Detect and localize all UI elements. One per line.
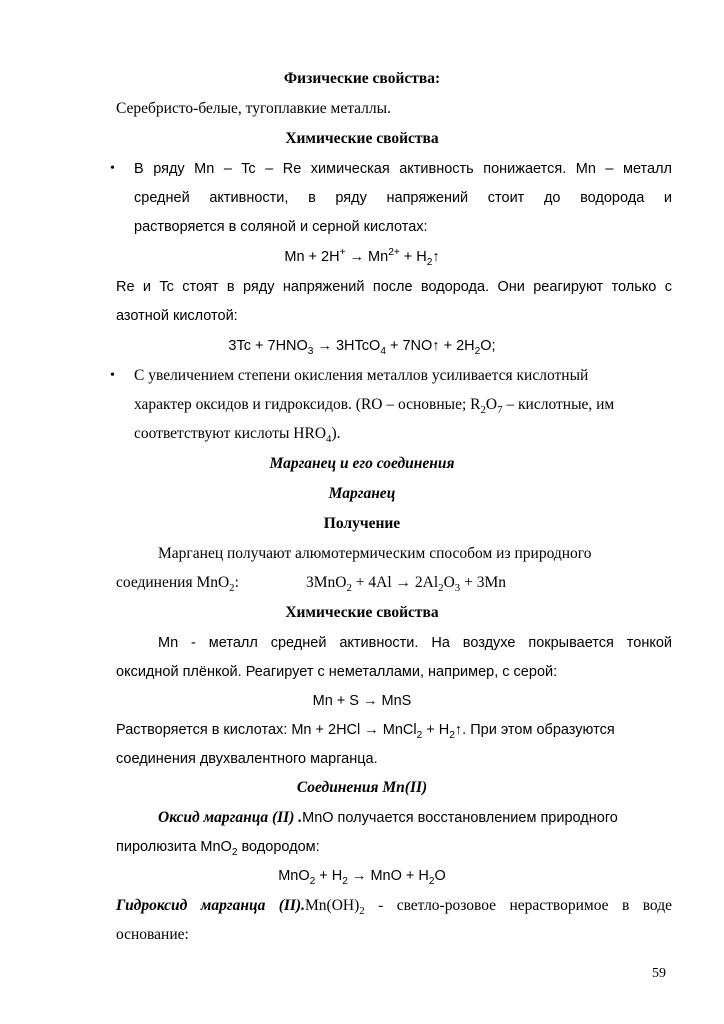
bullet1-line2: средней активности, в ряду напряжений стоит до водорода и xyxy=(134,190,672,206)
hydroxide-line1: Гидроксид марганца $(II).Mn(OH)_2$ - светло-розовое нерастворимое в воде xyxy=(116,897,672,918)
physical-properties-text: Серебристо-белые, тугоплавкие металлы. xyxy=(116,100,391,117)
equation-3: Mn + S → MnS xyxy=(312,693,412,709)
re-tc-line1: Re и Tc стоят в ряду напряжений после водорода. Они реагируют только с xyxy=(116,279,672,295)
oxide-line2: пиролюзита MnO$_2$ водородом: xyxy=(116,839,320,858)
re-tc-line2: азотной кислотой: xyxy=(116,308,238,324)
equation-1: $Mn + 2H^+ \to Mn^{2+}$ + $H_2↑$ xyxy=(284,247,440,268)
heading-chemical-properties-2: Химические свойства xyxy=(285,604,439,621)
equation-4: $MnO_2 + H_2$ → MnO + $H_2O$ xyxy=(278,868,446,887)
preparation-line1: Марганец получают алюмотермическим способом из природного xyxy=(158,545,592,562)
heading-manganese: Марганец xyxy=(328,485,396,502)
mn-properties-line1: Mn - металл средней активности. На воздухе покрывается тонкой xyxy=(158,635,672,651)
bullet2-line1: С увеличением степени окисления металлов усиливается кислотный xyxy=(134,367,589,384)
preparation-line2: соединения MnO$_2$: xyxy=(116,574,239,595)
oxide-line1: Оксид марганца (II) .MnO получается восстановлением природного xyxy=(158,809,618,826)
mn-properties-line2: оксидной плёнкой. Реагирует с неметаллами, например, с серой: xyxy=(116,664,558,680)
heading-mn2-compounds: Соединения Mn(II) xyxy=(296,779,428,796)
preparation-equation: $3MnO_2 + 4Al \to 2Al_2O_3 + 3Mn$ xyxy=(306,574,506,595)
bullet1-line3: растворяется в соляной и серной кислотах: xyxy=(134,219,428,235)
acids-line2: соединения двухвалентного марганца. xyxy=(116,751,378,767)
page-number: 59 xyxy=(652,966,666,981)
bullet1-line1: В ряду Mn – Tc – Re химическая активность понижается. Mn – металл xyxy=(134,161,672,177)
heading-chemical-properties-1: Химические свойства xyxy=(285,130,439,147)
bullet2-line2: характер оксидов и гидроксидов. (RO – основные; $R_2O_7$ – кислотные, им xyxy=(134,396,615,417)
heading-preparation: Получение xyxy=(323,515,401,532)
bullet-icon: • xyxy=(110,161,115,176)
heading-physical-properties: Физические свойства: xyxy=(283,70,441,87)
heading-manganese-compounds: Марганец и его соединения xyxy=(269,455,455,472)
equation-2: $3Tc + 7HNO_3$ → 3HTcO$_4$ + 7NO↑ + $2H_2O$; xyxy=(228,338,496,357)
hydroxide-line2: основание: xyxy=(116,926,189,943)
acids-line1: Растворяется в кислотах: Mn + 2HCl → MnCl$_2$ + $H_2↑$. При этом образуются xyxy=(116,722,615,741)
bullet2-line3: соответствуют кислоты $HRO_4$). xyxy=(134,425,341,446)
bullet-icon: • xyxy=(110,368,115,383)
